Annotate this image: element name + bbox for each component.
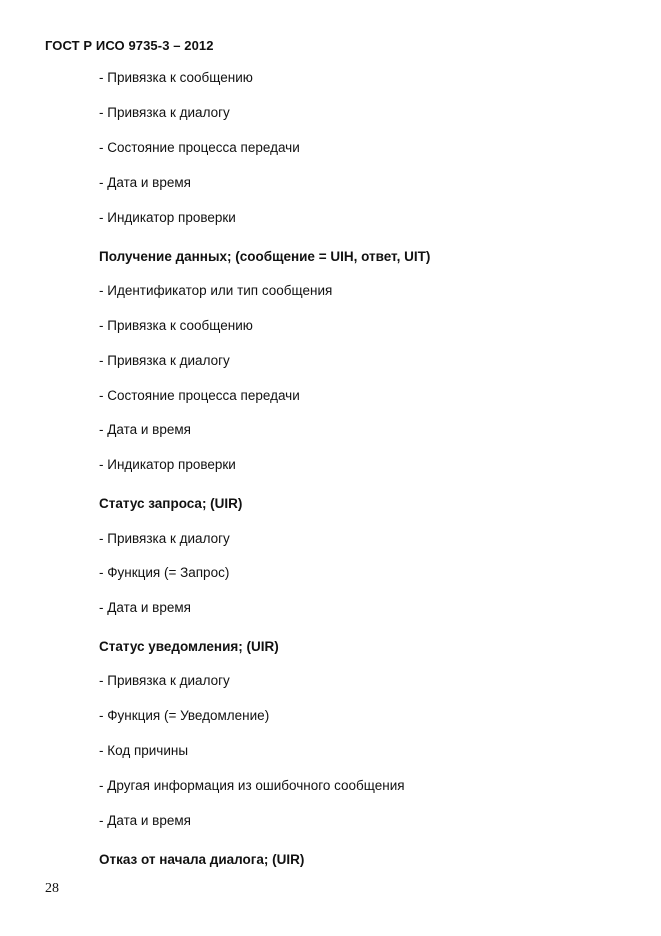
- section-heading: Получение данных; (сообщение = UIH, ответ, UIT): [99, 249, 431, 264]
- list-item: - Привязка к сообщению: [99, 70, 253, 85]
- list-item: - Дата и время: [99, 422, 191, 437]
- section-heading: Отказ от начала диалога; (UIR): [99, 852, 305, 867]
- list-item: - Код причины: [99, 743, 189, 758]
- section-heading: Статус запроса; (UIR): [99, 496, 243, 511]
- list-item: - Привязка к диалогу: [99, 105, 230, 120]
- list-item: - Индикатор проверки: [99, 457, 236, 472]
- list-item: - Состояние процесса передачи: [99, 388, 300, 403]
- list-item: - Состояние процесса передачи: [99, 140, 300, 155]
- page-number: 28: [45, 881, 59, 896]
- list-item: - Идентификатор или тип сообщения: [99, 283, 333, 298]
- list-item: - Дата и время: [99, 600, 191, 615]
- list-item: - Функция (= Уведомление): [99, 708, 270, 723]
- list-item: - Другая информация из ошибочного сообщения: [99, 778, 405, 793]
- list-item: - Привязка к сообщению: [99, 318, 253, 333]
- list-item: - Привязка к диалогу: [99, 673, 230, 688]
- list-item: - Функция (= Запрос): [99, 565, 230, 580]
- list-item: - Дата и время: [99, 175, 191, 190]
- list-item: - Привязка к диалогу: [99, 353, 230, 368]
- list-item: - Привязка к диалогу: [99, 531, 230, 546]
- list-item: - Индикатор проверки: [99, 210, 236, 225]
- list-item: - Дата и время: [99, 813, 191, 828]
- section-heading: Статус уведомления; (UIR): [99, 639, 279, 654]
- document-header: ГОСТ Р ИСО 9735-3 – 2012: [45, 38, 214, 53]
